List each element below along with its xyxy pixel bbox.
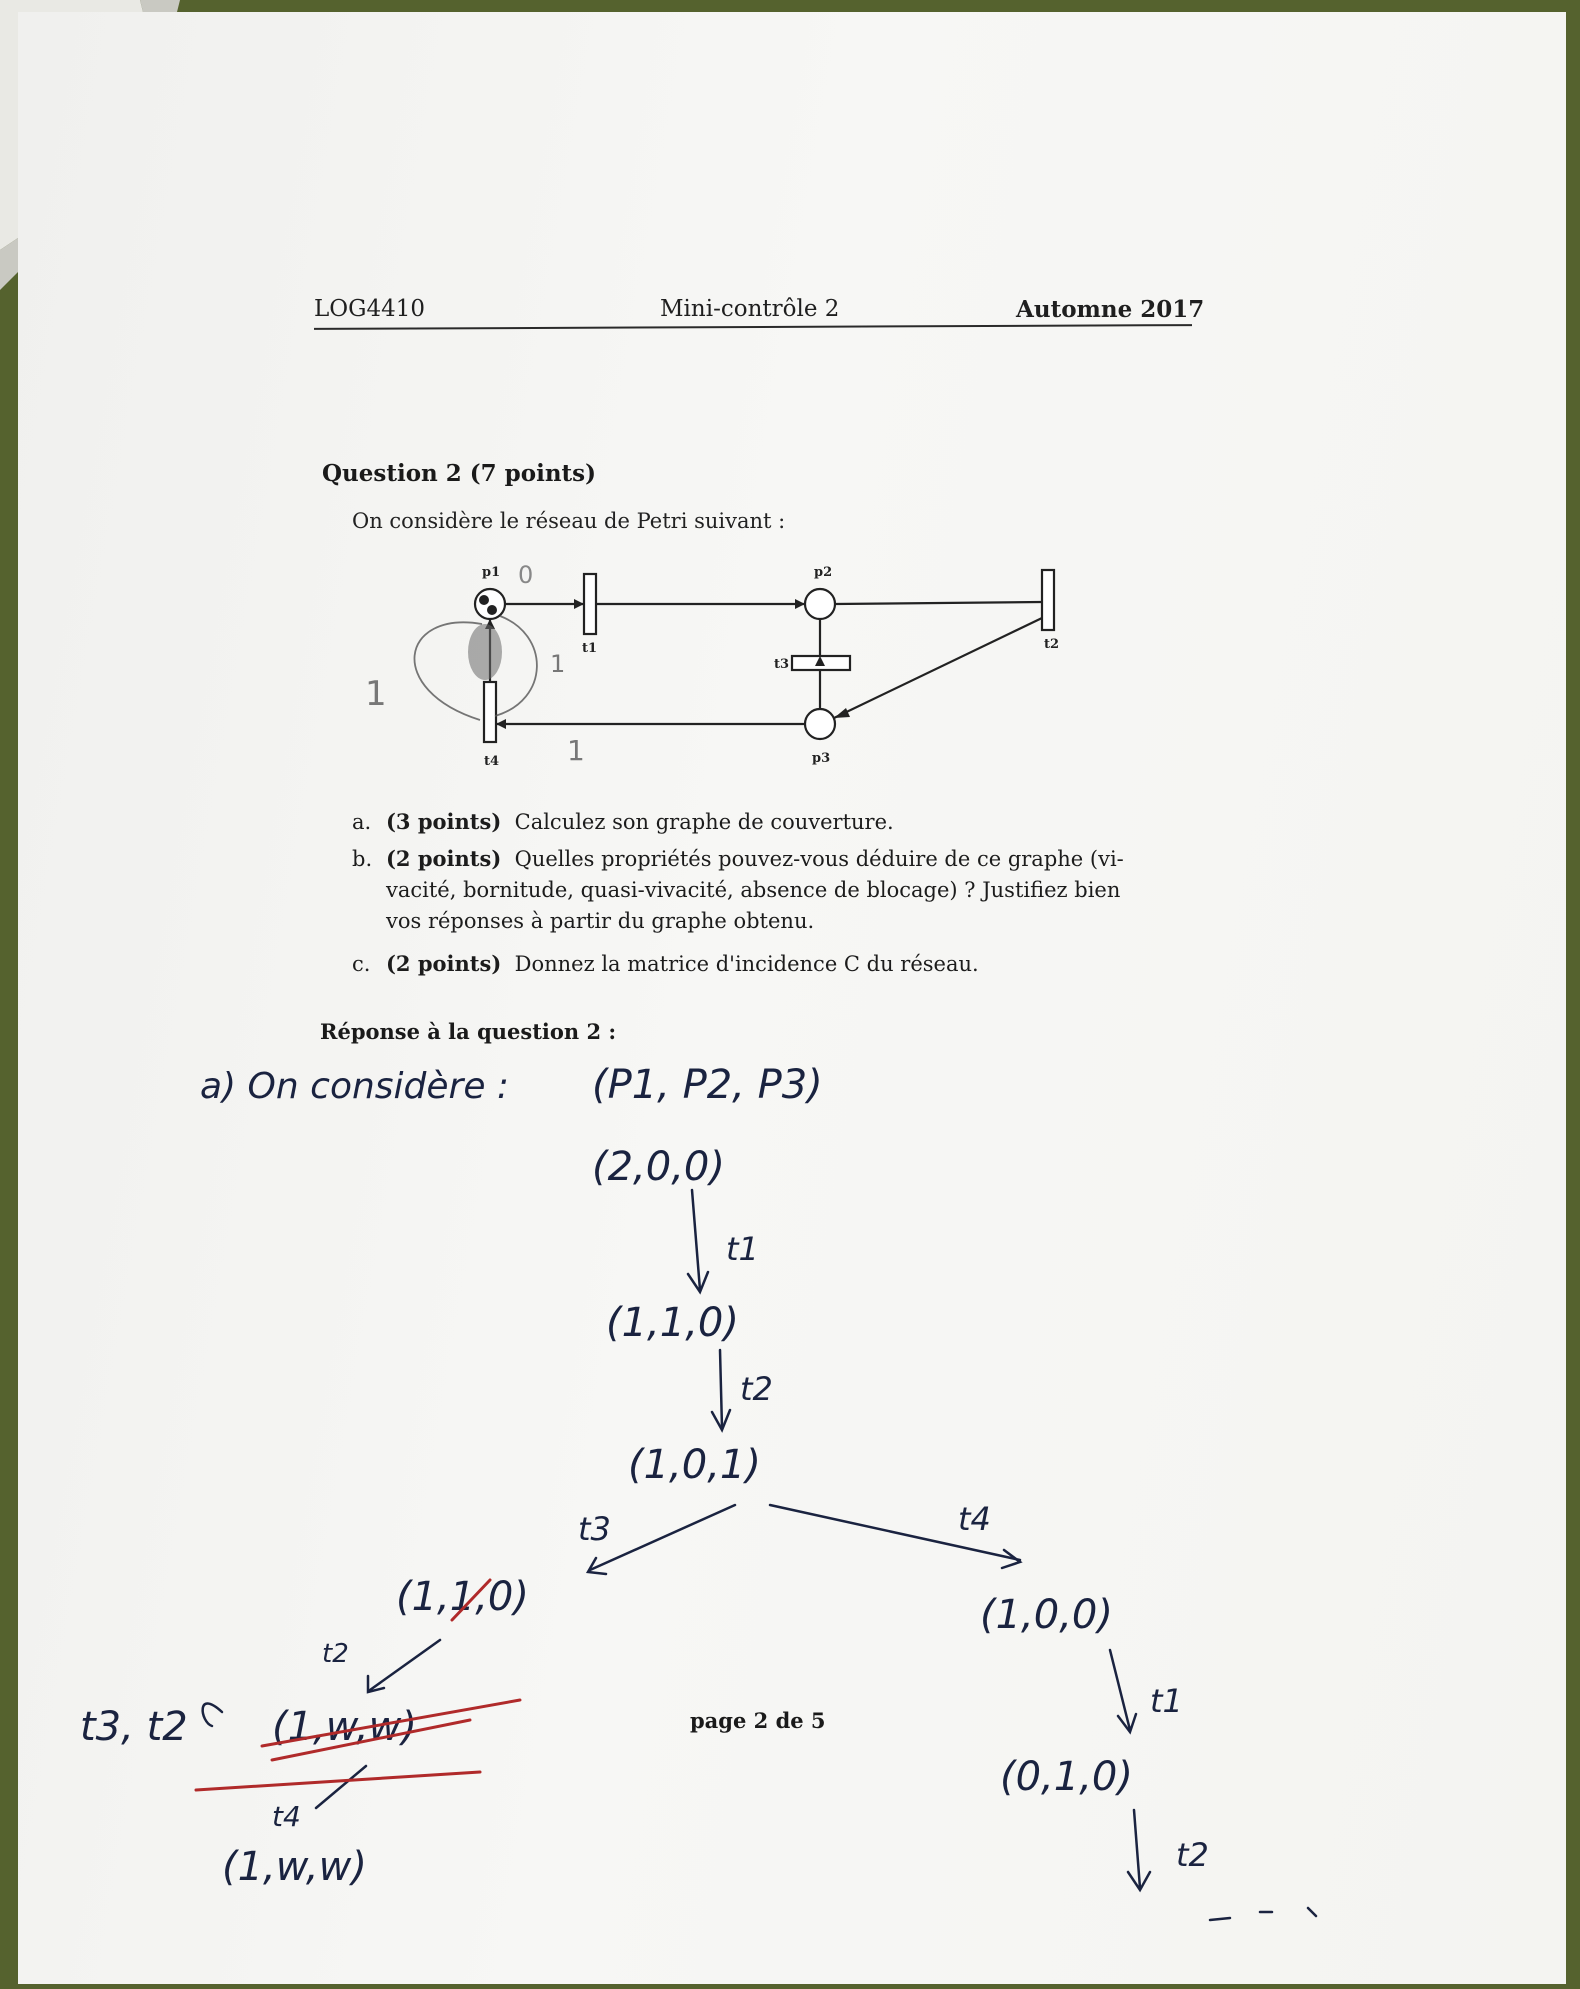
subquestion-text-cont: vacité, bornitude, quasi-vivacité, absence de blocage) ? Justifiez bien <box>386 878 1121 902</box>
subquestion-points: (2 points) <box>386 951 502 976</box>
hw-crossed-marking: (1,w,w) <box>272 1704 417 1750</box>
hw-loop-arc <box>203 1703 222 1726</box>
hw-edge-t2c: t2 <box>1176 1836 1209 1874</box>
hw-arrow-8 <box>1134 1810 1140 1888</box>
hw-marking-m3: (1,1,0) <box>396 1574 529 1620</box>
subquestion-text: Calculez son graphe de couverture. <box>514 810 894 834</box>
hw-edge-t2: t2 <box>740 1370 773 1408</box>
label-t3: t3 <box>774 657 790 672</box>
question-intro: On considère le réseau de Petri suivant : <box>352 509 786 533</box>
hw-marking-m2: (1,0,1) <box>628 1442 761 1488</box>
hw-mark-1: 1 <box>365 674 387 714</box>
hw-marking-m1: (1,1,0) <box>606 1300 739 1346</box>
exam-title: Mini-contrôle 2 <box>660 296 840 322</box>
hw-edge-t4: t4 <box>958 1500 991 1538</box>
subquestion-text-cont: vos réponses à partir du graphe obtenu. <box>386 909 815 933</box>
hw-edge-t1: t1 <box>726 1230 759 1268</box>
subquestion-text: Donnez la matrice d'incidence C du réseau. <box>514 952 979 976</box>
hw-arrow-1 <box>692 1190 700 1290</box>
hw-marking-m4: (1,0,0) <box>980 1592 1113 1638</box>
subquestion-letter: b. <box>352 847 373 871</box>
hw-marking-m5: (1,w,w) <box>222 1844 367 1890</box>
hw-edge-t4b: t4 <box>272 1800 301 1833</box>
hw-edge-t1b: t1 <box>1150 1682 1183 1720</box>
hw-intro: a) On considère : <box>200 1066 510 1107</box>
hw-marking-m0: (2,0,0) <box>592 1144 725 1190</box>
hw-edge-t3: t3 <box>578 1510 611 1548</box>
label-t4: t4 <box>484 754 500 769</box>
hw-mark-0: 0 <box>518 561 534 589</box>
page-number: page 2 de 5 <box>690 1708 826 1733</box>
label-t2: t2 <box>1044 637 1060 652</box>
subquestion-text: Quelles propriétés pouvez-vous déduire de ce graphe (vi- <box>514 847 1124 871</box>
hw-marking-m6: (0,1,0) <box>1000 1754 1133 1800</box>
hw-arrow-6 <box>316 1766 366 1808</box>
answer-title: Réponse à la question 2 : <box>320 1019 617 1044</box>
red-strike-2 <box>196 1772 480 1790</box>
hw-mark-2: 1 <box>550 650 566 678</box>
hw-mark-3: 1 <box>567 734 585 767</box>
term: Automne 2017 <box>1016 296 1205 323</box>
hw-edge-t2b: t2 <box>322 1639 349 1669</box>
hw-arrow-5 <box>370 1640 440 1690</box>
hw-loop-label: t3, t2 <box>80 1704 188 1750</box>
hw-tuple-header: (P1, P2, P3) <box>592 1062 823 1108</box>
question-title: Question 2 (7 points) <box>322 460 597 487</box>
course-code: LOG4410 <box>314 296 426 322</box>
subquestion-points: (3 points) <box>386 809 502 834</box>
label-p1: p1 <box>482 565 501 580</box>
label-p2: p2 <box>814 565 833 580</box>
label-t1: t1 <box>582 641 598 656</box>
subquestion-letter: c. <box>352 952 371 976</box>
hw-arrow-3 <box>590 1505 735 1570</box>
subquestion-letter: a. <box>352 810 372 834</box>
hw-arrow-2 <box>720 1350 722 1428</box>
subquestion-points: (2 points) <box>386 846 502 871</box>
label-p3: p3 <box>812 751 831 766</box>
